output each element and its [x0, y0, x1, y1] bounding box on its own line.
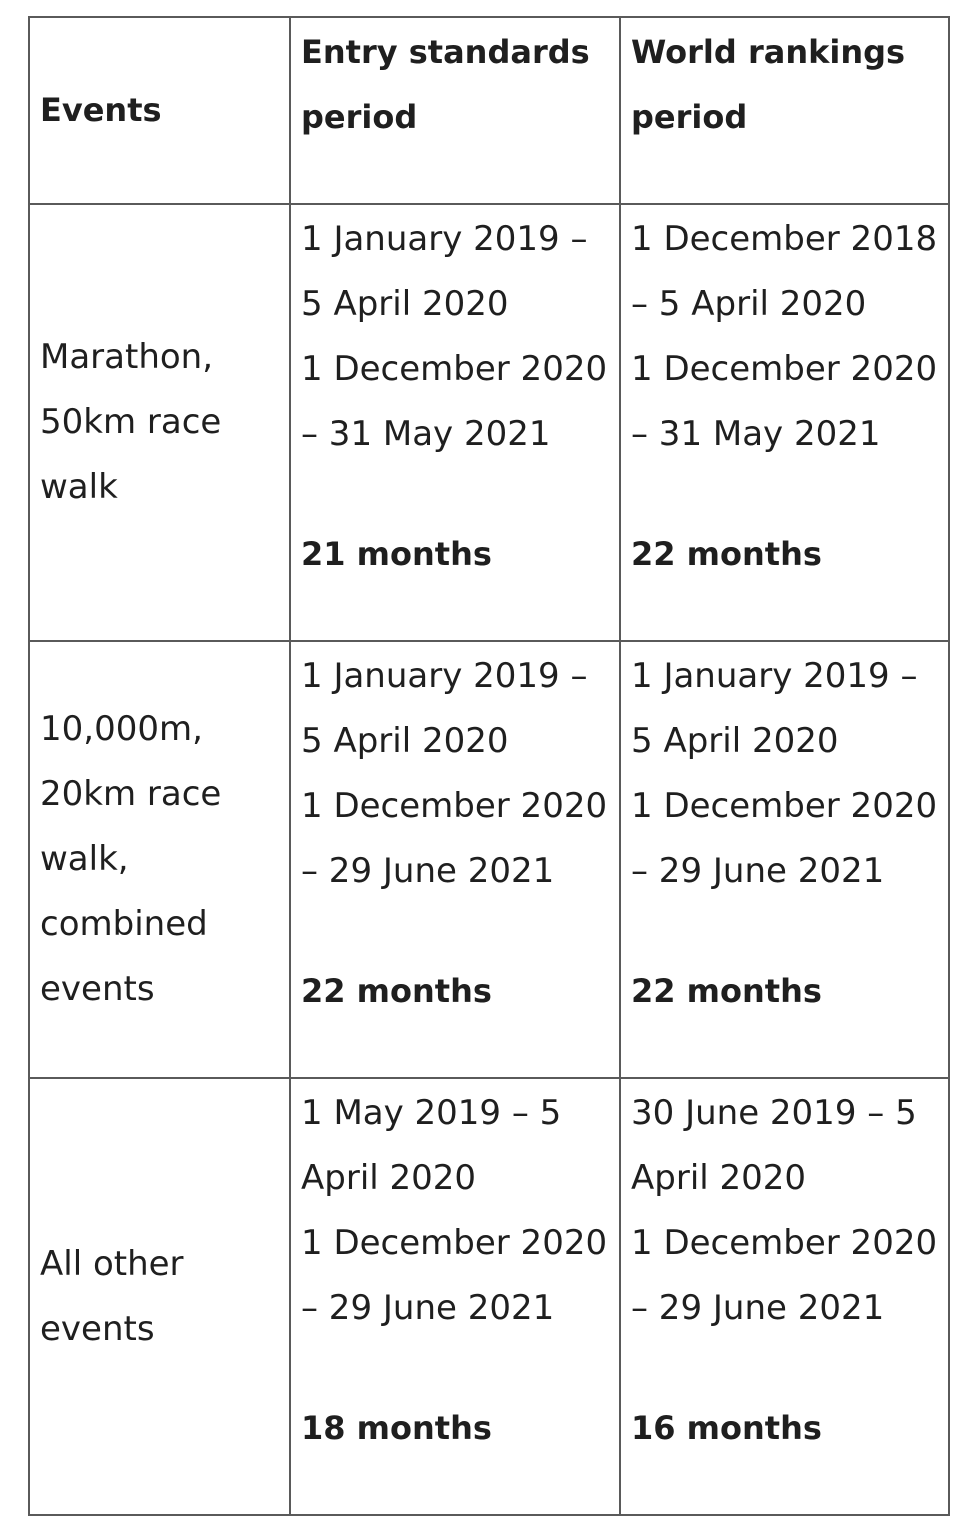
header-entry-line: period [301, 98, 418, 136]
header-entry-standards [291, 18, 621, 205]
period-line: 30 June 2019 – 5 [631, 1093, 917, 1133]
period-line: April 2020 [301, 1158, 477, 1198]
event-name [40, 325, 221, 520]
event-line: 10,000m, [40, 709, 203, 749]
header-events [30, 18, 291, 205]
header-entry-line: Entry standards [301, 33, 590, 71]
period-line: – 5 April 2020 [631, 284, 867, 324]
period-line: April 2020 [631, 1158, 807, 1198]
row-marathon-entry-period [291, 205, 621, 642]
period-line: – 29 June 2021 [631, 1288, 885, 1328]
period-line: 1 December 2020 [631, 1223, 938, 1263]
event-name [40, 697, 221, 1022]
row-marathon-rankings-period [621, 205, 948, 642]
event-line: events [40, 1308, 155, 1349]
period-total: 22 months [301, 972, 492, 1010]
event-name [40, 1232, 184, 1362]
period-line: 1 May 2019 – 5 [301, 1093, 562, 1133]
period-line: – 31 May 2021 [631, 414, 881, 454]
period-total: 22 months [631, 972, 822, 1010]
period-line: 1 December 2020 [631, 786, 938, 826]
period-line: – 31 May 2021 [301, 414, 551, 454]
period-line: 5 April 2020 [301, 721, 509, 761]
period-line: 1 December 2020 [301, 349, 608, 389]
row-other-event [30, 1079, 291, 1514]
header-world-rankings [621, 18, 948, 205]
period-line: – 29 June 2021 [301, 1288, 555, 1328]
period-line: 1 December 2020 [631, 349, 938, 389]
event-line: walk, [40, 839, 129, 879]
row-10000m-event [30, 642, 291, 1079]
row-other-entry-period [291, 1079, 621, 1514]
period-total: 18 months [301, 1409, 492, 1447]
period-line: 5 April 2020 [631, 721, 839, 761]
period-line: 1 December 2018 [631, 219, 938, 259]
period-line: – 29 June 2021 [631, 851, 885, 891]
period-total: 22 months [631, 535, 822, 573]
period-line: 1 January 2019 – [301, 219, 588, 259]
period-total: 16 months [631, 1409, 822, 1447]
period-line: 1 December 2020 [301, 786, 608, 826]
period-total: 21 months [301, 535, 492, 573]
event-line: events [40, 969, 155, 1009]
header-rankings-line: period [631, 98, 748, 136]
row-other-rankings-period [621, 1079, 948, 1514]
event-line: walk [40, 467, 118, 507]
period-line: 1 January 2019 – [301, 656, 588, 696]
period-line: – 29 June 2021 [301, 851, 555, 891]
period-line: 5 April 2020 [301, 284, 509, 324]
qualification-periods-table [28, 16, 950, 1516]
period-line: 1 January 2019 – [631, 656, 918, 696]
event-line: 50km race [40, 402, 222, 442]
event-line: combined [40, 904, 208, 944]
period-line: 1 December 2020 [301, 1223, 608, 1263]
row-10000m-entry-period [291, 642, 621, 1079]
event-line: Marathon, [40, 337, 214, 377]
row-10000m-rankings-period [621, 642, 948, 1079]
event-line: 20km race [40, 774, 222, 814]
header-events-label: Events [40, 91, 162, 129]
row-marathon-event [30, 205, 291, 642]
header-rankings-line: World rankings [631, 33, 906, 71]
event-line: All other [40, 1243, 184, 1284]
